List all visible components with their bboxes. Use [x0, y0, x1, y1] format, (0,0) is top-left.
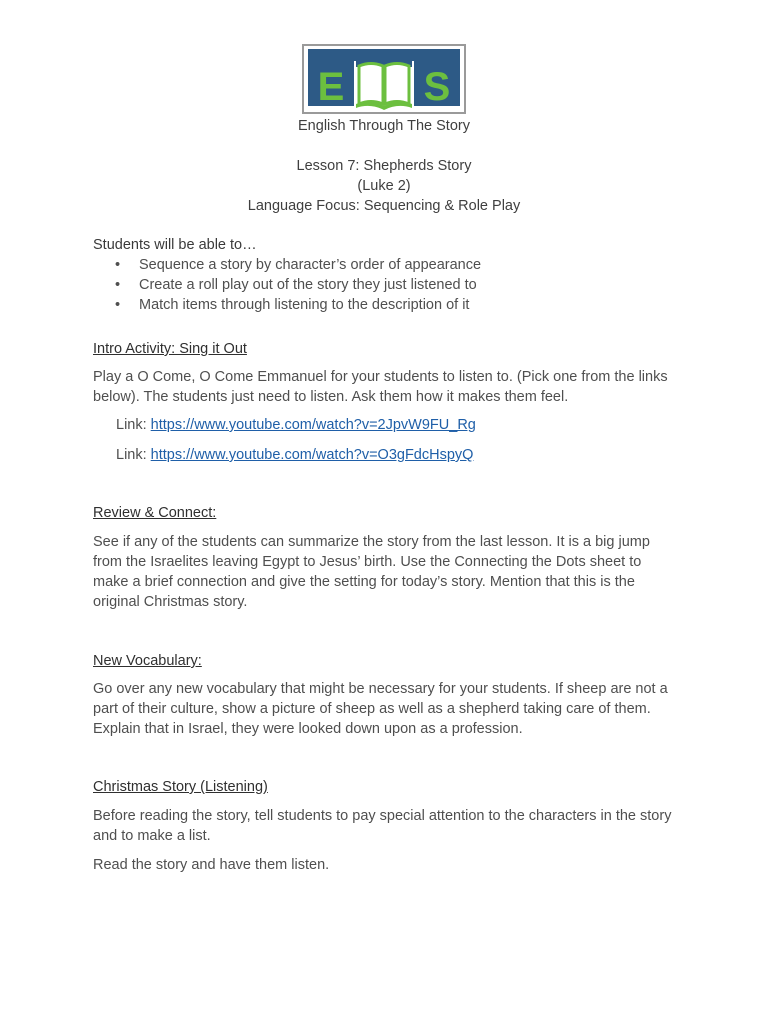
bullet-icon: • [115, 297, 121, 313]
logo-letter-t: T [383, 66, 385, 67]
list-item [93, 295, 678, 315]
youtube-link-2[interactable]: https://www.youtube.com/watch?v=O3gFdcHspyQ [150, 447, 474, 463]
vocabulary-text: Go over any new vocabulary that might be necessary for your students. If sheep are not a part of their culture, show a picture of sheep as well as a shepherd taking care of them. Explain that in Israel, they were looked down upon as a profession. [93, 681, 668, 737]
intro-text: Play a O Come, O Come Emmanuel for your students to listen to. (Pick one from the links below). The students just need to listen. Ask them how it makes them feel. [93, 369, 668, 405]
objectives-list [93, 255, 678, 315]
lesson-title: Lesson 7: Shepherds Story [296, 158, 472, 174]
objective-text: Create a roll play out of the story they just listened to [139, 277, 477, 293]
ets-logo-graphic [304, 46, 464, 112]
objective-text: Match items through listening to the description of it [139, 297, 470, 313]
story-text-1: Before reading the story, tell students to pay special attention to the characters in the story and to make a list. [93, 808, 672, 844]
review-heading: Review & Connect: [93, 505, 217, 521]
language-focus: Language Focus: Sequencing & Role Play [247, 198, 521, 214]
ets-logo [302, 44, 466, 114]
bullet-icon: • [115, 257, 121, 273]
objective-text: Sequence a story by character’s order of appearance [139, 257, 482, 273]
bullet-icon: • [115, 277, 121, 293]
logo-letter-e: E [317, 65, 345, 109]
vocabulary-heading: New Vocabulary: [93, 653, 202, 669]
review-text: See if any of the students can summarize the story from the last lesson. It is a big jump from the Israelites leaving Egypt to Jesus’ birth. Use the Connecting the Dots sheet to make a brief connection and give the setting for today’s story. Mention that this is the original Christmas story. [93, 534, 650, 610]
story-heading: Christmas Story (Listening) [93, 779, 268, 795]
link-line [116, 415, 476, 435]
link-label: Link: [116, 417, 147, 433]
list-item [93, 255, 678, 275]
intro-heading: Intro Activity: Sing it Out [93, 341, 247, 357]
link-label: Link: [116, 447, 147, 463]
scripture-reference: (Luke 2) [357, 178, 411, 194]
logo-letter-s: S [423, 65, 451, 109]
list-item [93, 275, 678, 295]
objectives-heading: Students will be able to… [93, 237, 257, 253]
youtube-link-1[interactable]: https://www.youtube.com/watch?v=2JpvW9FU_Rg [150, 417, 476, 433]
link-line [116, 445, 473, 465]
story-text-2: Read the story and have them listen. [93, 857, 330, 873]
org-name: English Through The Story [298, 118, 470, 134]
